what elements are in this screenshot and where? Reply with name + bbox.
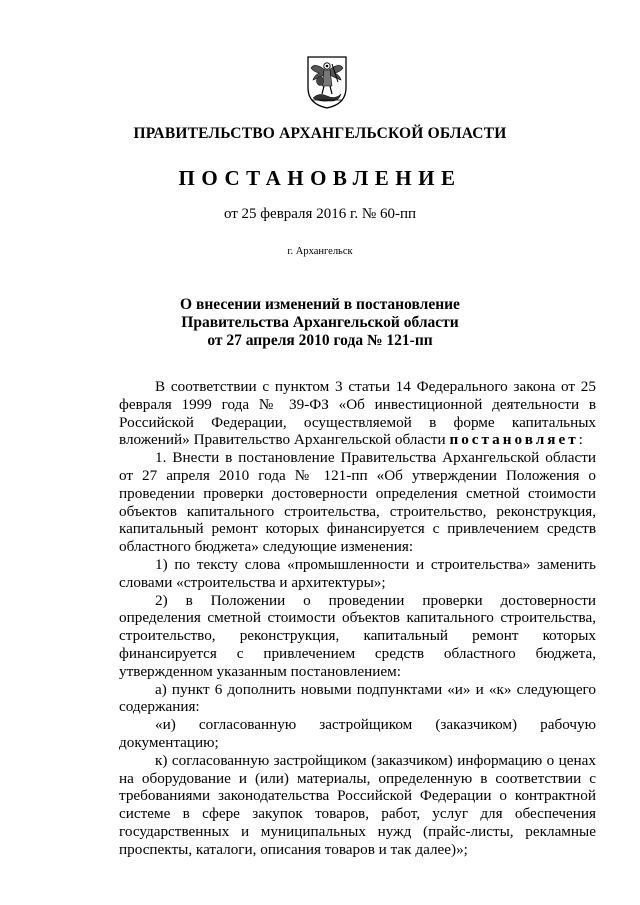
paragraph-item-1-2: 2) в Положении о проведении проверки достоверности определения сметной стоимости объектов капитального строительства, строительство, реконструкция, капитальный ремонт которых финансируется с привлечением средств областного бюджета, утвержденном указанным постановлением:	[119, 591, 596, 680]
paragraph-item-1-2-a: а) пункт 6 дополнить новыми подпунктами «и» и «к» следующего содержания:	[119, 680, 596, 716]
preamble-paragraph	[119, 378, 596, 449]
title-line-1: О внесении изменений в постановление	[180, 296, 460, 313]
document-body	[119, 378, 596, 859]
document-type: ПОСТАНОВЛЕНИЕ	[178, 166, 462, 190]
preamble-text: В соответствии с пунктом 3 статьи 14 Федерального закона от 25 февраля 1999 года № 39-ФЗ «Об инвестиционной деятельности в Российской Федерации, осуществляемой в форме капитальных вложений» Правительство Архангельской области	[119, 378, 596, 449]
paragraph-item-1: 1. Внести в постановление Правительства Архангельской области от 27 апреля 2010 года № 121-пп «Об утверждении Положения о проведении проверки достоверности определения сметной стоимости объектов капитального строительства, строительство, реконструкция, капитальный ремонт которых финансируется с привлечением средств областного бюджета» следующие изменения:	[119, 449, 596, 556]
title-line-2: Правительства Архангельской области	[181, 314, 459, 331]
paragraph-subitem-k: к) согласованную застройщиком (заказчиком) информацию о ценах на оборудование и (или) материалы, определенную в соответствии с требованиями законодательства Российской Федерации о контрактной системе в сфере закупок товаров, работ, услуг для обеспечения государственных и муниципальных нужд (прайс-листы, рекламные проспекты, каталоги, описания товаров и так далее)»;	[119, 751, 596, 858]
document-date-number: от 25 февраля 2016 г. № 60-пп	[223, 206, 417, 222]
document-city: г. Архангельск	[287, 246, 353, 257]
document-title	[0, 296, 640, 350]
paragraph-subitem-i: «и) согласованную застройщиком (заказчиком) рабочую документацию;	[119, 716, 596, 751]
decree-word: постановляет	[449, 431, 579, 449]
decree-colon: :	[578, 431, 583, 449]
paragraph-item-1-1: 1) по тексту слова «промышленности и строительства» заменить словами «строительства и архитектуры»;	[119, 555, 596, 591]
government-name: ПРАВИТЕЛЬСТВО АРХАНГЕЛЬСКОЙ ОБЛАСТИ	[133, 125, 507, 142]
title-line-3: от 27 апреля 2010 года № 121-пп	[207, 332, 433, 349]
coat-of-arms-emblem	[305, 54, 349, 110]
